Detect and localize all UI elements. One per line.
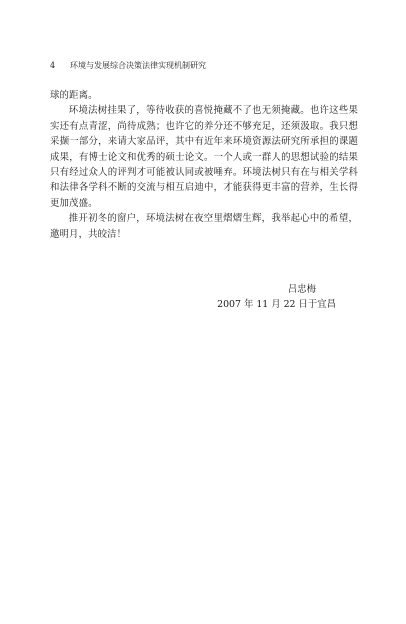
paragraph-closing: 推开初冬的窗户，环境法树在夜空里熠熠生辉，我举起心中的希望，邀明月，共皎洁！ bbox=[50, 213, 358, 240]
paragraph-fruits: 环境法树挂果了，等待收获的喜悦掩藏不了也无须掩藏。也许这些果实还有点青涩，尚待成熟；也许它的养分还不够充足，还须汲取。我只想采撷一部分，来请大家品评，其中有近年来环境资源法研究所承担的课题成果，有博士论文和优秀的硕士论文。一个人或一群人的思想试验的结果只有经过众人的评判才可能被认同或被唾弃。环境法树只有在与相关学科和法律各学科不断的交流与相互启迪中，才能获得更丰富的营养，生长得更加茂盛。 bbox=[50, 105, 358, 209]
running-header bbox=[50, 61, 370, 71]
page-number: 4 bbox=[50, 61, 56, 70]
paragraph-continuation: 球的距离。 bbox=[50, 90, 98, 101]
book-title: 环境与发展综合决策法律实现机制研究 bbox=[70, 61, 206, 70]
body-text bbox=[50, 88, 358, 242]
signature-date: 2007 年 11 月 22 日于宜昌 bbox=[217, 299, 336, 311]
author-name: 吕忠梅 bbox=[287, 284, 316, 295]
signature-block bbox=[50, 282, 358, 313]
